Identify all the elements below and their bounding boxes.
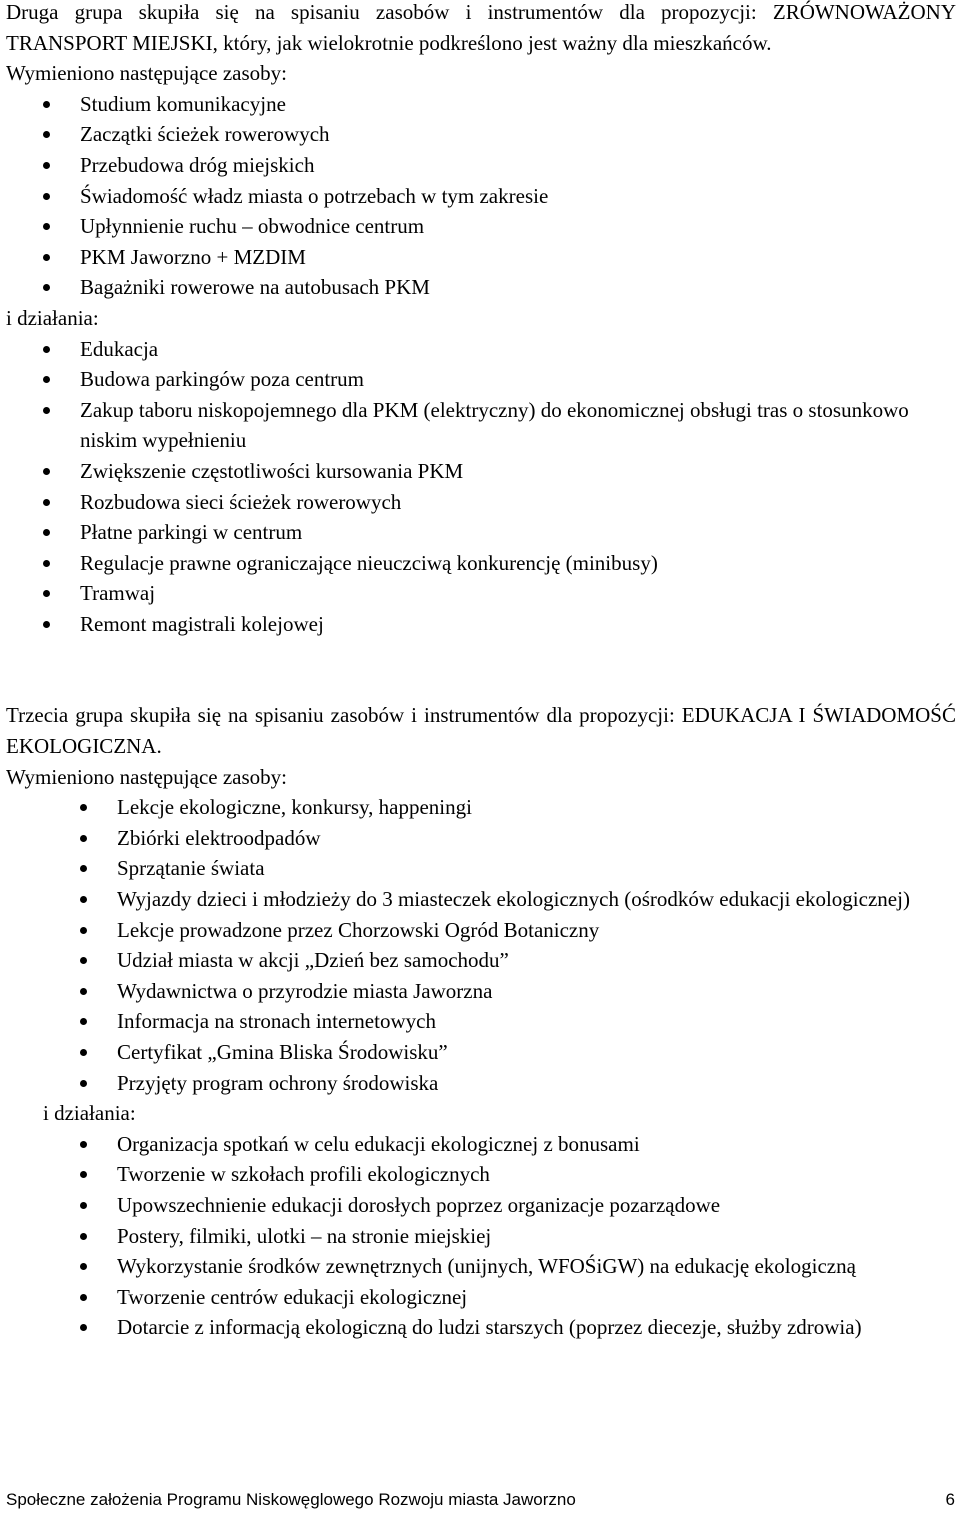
section-spacer — [6, 639, 956, 700]
footer-title: Społeczne założenia Programu Niskowęglowego Rozwoju miasta Jaworzno — [6, 1490, 576, 1509]
list-item: Przyjęty program ochrony środowiska — [6, 1068, 956, 1099]
section-b-resources-heading: Wymieniono następujące zasoby: — [6, 764, 287, 789]
section-a-intro: Druga grupa skupiła się na spisaniu zasobów i instrumentów dla propozycji: ZRÓWNOWAŻONY TRANSPORT MIEJSKI, który, jak wielokrotnie podkreślono jest ważny dla mieszkańców. — [6, 0, 956, 55]
section-a-resources-heading: Wymieniono następujące zasoby: — [6, 61, 287, 86]
list-item: Bagażniki rowerowe na autobusach PKM — [6, 272, 956, 303]
list-item: Tworzenie centrów edukacji ekologicznej — [6, 1282, 956, 1313]
list-item: Lekcje prowadzone przez Chorzowski Ogród Botaniczny — [6, 915, 956, 946]
list-item: Postery, filmiki, ulotki – na stronie miejskiej — [6, 1221, 956, 1252]
section-a-actions-heading: i działania: — [6, 305, 99, 330]
list-item: Płatne parkingi w centrum — [6, 517, 956, 548]
page-footer — [6, 1490, 955, 1510]
list-item: Zwiększenie częstotliwości kursowania PKM — [6, 456, 956, 487]
list-item: Wyjazdy dzieci i młodzieży do 3 miasteczek ekologicznych (ośrodków edukacji ekologicznej) — [6, 884, 956, 915]
list-item: Tworzenie w szkołach profili ekologicznych — [6, 1159, 956, 1190]
list-item: Zbiórki elektroodpadów — [6, 823, 956, 854]
section-b-actions-heading: i działania: — [43, 1101, 136, 1126]
section-a-resources-list — [6, 89, 956, 303]
list-item: Remont magistrali kolejowej — [6, 609, 956, 640]
list-item: Zaczątki ścieżek rowerowych — [6, 119, 956, 150]
list-item: Regulacje prawne ograniczające nieuczciwą konkurencję (minibusy) — [6, 548, 956, 579]
list-item: Zakup taboru niskopojemnego dla PKM (elektryczny) do ekonomicznej obsługi tras o stosunkowo niskim wypełnieniu — [6, 395, 956, 456]
list-item: Wykorzystanie środków zewnętrznych (unijnych, WFOŚiGW) na edukację ekologiczną — [6, 1251, 956, 1282]
list-item: Tramwaj — [6, 578, 956, 609]
list-item: Wydawnictwa o przyrodzie miasta Jaworzna — [6, 976, 956, 1007]
list-item: Budowa parkingów poza centrum — [6, 364, 956, 395]
list-item: Lekcje ekologiczne, konkursy, happeningi — [6, 792, 956, 823]
section-a-actions-list — [6, 334, 956, 640]
section-b-actions-list — [6, 1129, 956, 1343]
list-item: Sprzątanie świata — [6, 853, 956, 884]
list-item: Przebudowa dróg miejskich — [6, 150, 956, 181]
list-item: PKM Jaworzno + MZDIM — [6, 242, 956, 273]
list-item: Świadomość władz miasta o potrzebach w tym zakresie — [6, 181, 956, 212]
section-b-resources-list — [6, 792, 956, 1098]
section-b-intro: Trzecia grupa skupiła się na spisaniu zasobów i instrumentów dla propozycji: EDUKACJA I ŚWIADOMOŚĆ EKOLOGICZNA. — [6, 703, 956, 759]
list-item: Dotarcie z informacją ekologiczną do ludzi starszych (poprzez diecezje, służby zdrowia) — [6, 1312, 956, 1343]
list-item: Informacja na stronach internetowych — [6, 1006, 956, 1037]
page-content — [6, 0, 956, 1343]
page-number: 6 — [945, 1490, 955, 1509]
list-item: Upowszechnienie edukacji dorosłych poprzez organizacje pozarządowe — [6, 1190, 956, 1221]
list-item: Certyfikat „Gmina Bliska Środowisku” — [6, 1037, 956, 1068]
list-item: Upłynnienie ruchu – obwodnice centrum — [6, 211, 956, 242]
list-item: Rozbudowa sieci ścieżek rowerowych — [6, 487, 956, 518]
list-item: Organizacja spotkań w celu edukacji ekologicznej z bonusami — [6, 1129, 956, 1160]
list-item: Studium komunikacyjne — [6, 89, 956, 120]
list-item: Udział miasta w akcji „Dzień bez samochodu” — [6, 945, 956, 976]
list-item: Edukacja — [6, 334, 956, 365]
